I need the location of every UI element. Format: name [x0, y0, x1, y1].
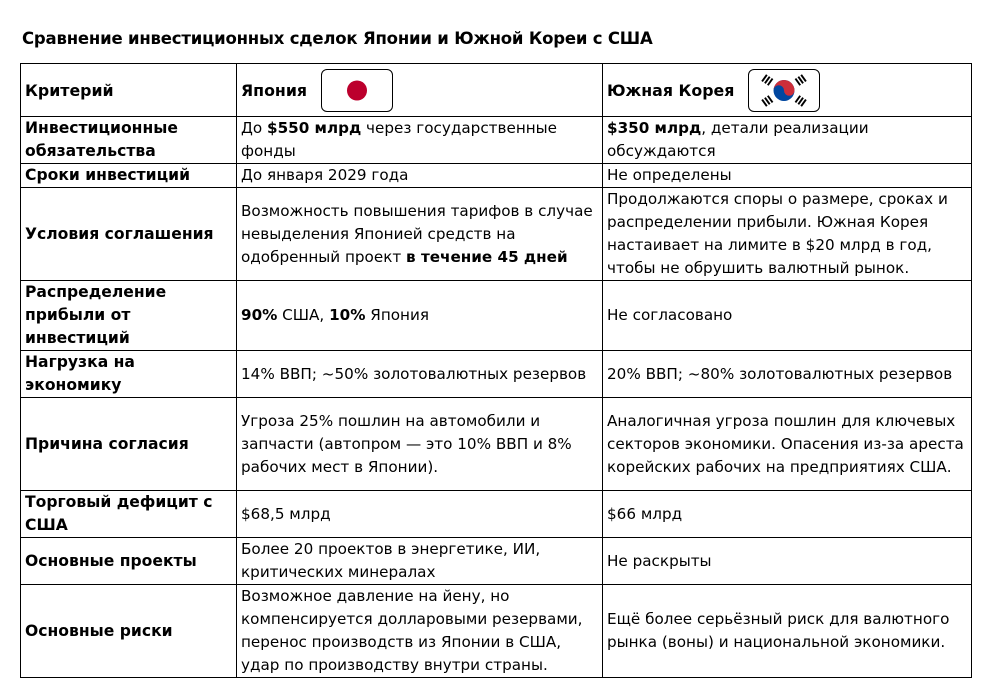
row-korea-value: Ещё более серьёзный риск для валютного рынка (воны) и национальной экономики. [603, 585, 972, 678]
row-criterion: Инвестиционные обязательства [21, 117, 237, 164]
row-criterion: Нагрузка на экономику [21, 351, 237, 398]
row-korea-value: $66 млрд [603, 491, 972, 538]
row-criterion: Распределение прибыли от инвестиций [21, 281, 237, 351]
row-korea-value: Не согласовано [603, 281, 972, 351]
table-row [21, 281, 972, 351]
header-korea-label: Южная Корея [607, 80, 735, 100]
row-japan-value: До января 2029 года [237, 164, 603, 188]
row-japan-value: Угроза 25% пошлин на автомобили и запчасти (автопром — это 10% ВВП и 8% рабочих мест в Японии). [237, 398, 603, 491]
row-korea-value: Аналогичная угроза пошлин для ключевых секторов экономики. Опасения из-за ареста корейских рабочих на предприятиях США. [603, 398, 972, 491]
row-criterion: Торговый дефицит с США [21, 491, 237, 538]
row-korea-value: Продолжаются споры о размере, сроках и распределении прибыли. Южная Корея настаивает на лимите в $20 млрд в год, чтобы не обрушить валютный рынок. [603, 188, 972, 281]
header-japan-label: Япония [241, 80, 308, 100]
row-korea-value: $350 млрд, детали реализации обсуждаются [603, 117, 972, 164]
row-criterion: Причина согласия [21, 398, 237, 491]
table-row [21, 538, 972, 585]
table-row [21, 117, 972, 164]
row-japan-value: 14% ВВП; ~50% золотовалютных резервов [237, 351, 603, 398]
row-criterion: Основные риски [21, 585, 237, 678]
row-japan-value: Возможное давление на йену, но компенсируется долларовыми резервами, перенос производств из Японии в США, удар по производству внутри страны. [237, 585, 603, 678]
row-criterion: Условия соглашения [21, 188, 237, 281]
comparison-table [20, 63, 972, 678]
table-row [21, 351, 972, 398]
table-row [21, 585, 972, 678]
row-japan-value: Возможность повышения тарифов в случае невыделения Японией средств на одобренный проект в течение 45 дней [237, 188, 603, 281]
table-row [21, 398, 972, 491]
header-japan [237, 64, 603, 117]
table-row [21, 164, 972, 188]
south-korea-flag-icon [748, 69, 820, 112]
row-japan-value: $68,5 млрд [237, 491, 603, 538]
row-japan-value: До $550 млрд через государственные фонды [237, 117, 603, 164]
row-korea-value: 20% ВВП; ~80% золотовалютных резервов [603, 351, 972, 398]
table-row [21, 188, 972, 281]
table-row [21, 491, 972, 538]
row-criterion: Основные проекты [21, 538, 237, 585]
row-japan-value: Более 20 проектов в энергетике, ИИ, критических минералах [237, 538, 603, 585]
row-korea-value: Не определены [603, 164, 972, 188]
row-japan-value: 90% США, 10% Япония [237, 281, 603, 351]
header-criterion: Критерий [21, 64, 237, 117]
row-korea-value: Не раскрыты [603, 538, 972, 585]
header-korea [603, 64, 972, 117]
page-title: Сравнение инвестиционных сделок Японии и Южной Кореи с США [22, 29, 653, 48]
japan-flag-icon [321, 69, 393, 112]
row-criterion: Сроки инвестиций [21, 164, 237, 188]
table-header-row [21, 64, 972, 117]
